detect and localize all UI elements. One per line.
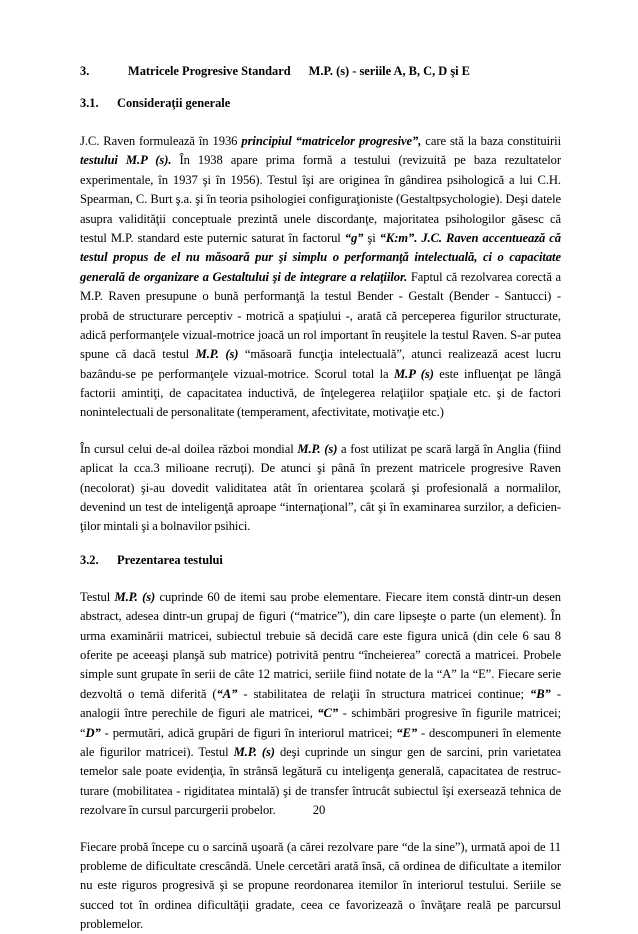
text-line: testului M.P (s). În 1938 apare prima formă a testului (revizuită pe baza rezultatelor bbox=[80, 151, 561, 170]
text-line: spune că dacă testul M.P. (s) “măsoară funcţia intelectuală”, atunci realizează acest lucru bbox=[80, 345, 561, 364]
chapter-heading bbox=[80, 62, 561, 82]
text-line: rezolvare în cursul parcurgerii probelor. bbox=[80, 801, 561, 820]
text-line: bazându-se pe performanţele vizual-motrice. Scorul total la M.P (s) este influenţat pe lângă bbox=[80, 365, 561, 384]
paragraph-1 bbox=[80, 132, 561, 423]
text-line: devenind un test de inteligenţă aproape “internaţional”, cât şi în examinarea surzilor, a deficien- bbox=[80, 498, 561, 517]
text-line: “D” - permutări, adică grupări de figuri în interiorul matricei; “E” - descompuneri în elemente bbox=[80, 724, 561, 743]
section-title: Prezentarea testului bbox=[117, 553, 223, 567]
paragraph-2 bbox=[80, 440, 561, 537]
text-line: succed tot în ordinea dificultăţii gradate, ceea ce favorizează o învăţare reală pe parcursul bbox=[80, 896, 561, 915]
paragraph-3 bbox=[80, 588, 561, 821]
text-line: simple sunt grupate în serii de câte 12 matrici, seriile fiind notate de la “A” la “E”. Fiecare serie bbox=[80, 665, 561, 684]
text-line: J.C. Raven formulează în 1936 principiul “matricelor progresive”, care stă la baza constituirii bbox=[80, 132, 561, 151]
text-line: ţilor mintali şi a bolnavilor psihici. bbox=[80, 517, 561, 536]
page-number: 20 bbox=[0, 803, 638, 818]
text-line: dezvoltă o temă diferită (“A” - stabilitatea de relaţii în structura matricei continue; “B” - bbox=[80, 685, 561, 704]
section-heading-3-2 bbox=[80, 551, 561, 571]
chapter-number: 3. bbox=[80, 62, 118, 81]
text-line: Testul M.P. (s) cuprinde 60 de itemi sau probe elementare. Fiecare item constă dintr-un desen bbox=[80, 588, 561, 607]
text-line: (necolorat) şi-au dovedit validitatea atât în orientarea şcolară şi profesională a normalilor, bbox=[80, 479, 561, 498]
text-line: testul M.P. standard este puternic saturat în factorul “g” şi “K:m”. J.C. Raven accentuează că bbox=[80, 229, 561, 248]
text-line: nonintelectuali de personalitate (temperament, afectivitate, motivaţie etc.) bbox=[80, 403, 561, 422]
text-line: experimentale, în 1937 şi în 1956). Testul îşi are originea în gândirea psihologică a lui C.H. bbox=[80, 171, 561, 190]
text-line: În cursul celui de-al doilea război mondial M.P. (s) a fost utilizat pe scară largă în Anglia (fiind bbox=[80, 440, 561, 459]
section-title: Consideraţii generale bbox=[117, 96, 230, 110]
chapter-subtitle: M.P. (s) - seriile A, B, C, D şi E bbox=[309, 62, 470, 81]
section-number: 3.1. bbox=[80, 94, 117, 113]
text-line: generală de organizare a Gestaltului şi de integrare a relaţiilor. Faptul că rezolvarea corectă a bbox=[80, 268, 561, 287]
text-line: temelor sale poate evidenţia, în strânsă legătură cu inteligenţa generală, capacitatea de restruc- bbox=[80, 762, 561, 781]
text-line: oferite pe aceeaşi planşă sub matrice) potrivită pentru “încheierea” corectă a matricei. Probele bbox=[80, 646, 561, 665]
text-line: adică performanţele vizual-motrice joacă un rol important în reuşitele la testul Raven. S-ar putea bbox=[80, 326, 561, 345]
text-line: factorii amintiţi, de capacitatea inductivă, de înţelegerea relaţiilor spaţiale etc. şi de factori bbox=[80, 384, 561, 403]
text-line: problemelor. bbox=[80, 915, 561, 934]
chapter-title: Matricele Progresive Standard bbox=[128, 62, 291, 81]
text-line: M.P. Raven presupune o bună performanţă la testul Bender - Gestalt (Bender - Santucci) - bbox=[80, 287, 561, 306]
text-line: asupra validităţii conceptuale prezintă unele discordanţe, majoritatea psihologilor găsesc că bbox=[80, 210, 561, 229]
text-line: probleme de dificultate crescândă. Unele cercetări arată însă, că ordinea de dificultate a itemilor bbox=[80, 857, 561, 876]
text-line: Fiecare probă începe cu o sarcină uşoară (a cărei rezolvare pare “de la sine”), urmată apoi de 11 bbox=[80, 838, 561, 857]
paragraph-4 bbox=[80, 838, 561, 934]
text-line: nu este riguros progresivă şi se propune reordonarea itemilor în interiorul testului. Seriile se bbox=[80, 876, 561, 895]
text-line: abstract, adesea dintr-un grupaj de figuri (“matrice”), din care lipseşte o parte (un element). În bbox=[80, 607, 561, 626]
text-line: probă de structurare perceptiv - motrică a spaţiului -, arată că perceperea figurilor structurate, bbox=[80, 307, 561, 326]
text-line: urma examinării matricei, subiectul trebuie să decidă care este figura unică (din cele 6 sau 8 bbox=[80, 627, 561, 646]
text-line: testul propus de el nu măsoară pur şi simplu o performanţă intelectuală, ci o capacitate bbox=[80, 248, 561, 267]
section-heading-3-1 bbox=[80, 94, 561, 114]
text-line: aplicat la cca.3 milioane recruţi). De atunci şi până în prezent matricele progresive Raven bbox=[80, 459, 561, 478]
text-line: turare (mobilitatea - rigiditatea mintală) şi de transfer întrucât subiectul îşi exersează tehnica de bbox=[80, 782, 561, 801]
text-line: Spearman, C. Burt ş.a. şi în teoria psihologiei configuraţioniste (Gestaltpsychologie). Deşi datele bbox=[80, 190, 561, 209]
section-number: 3.2. bbox=[80, 551, 117, 570]
text-line: ale figurilor matricei). Testul M.P. (s) deşi cuprinde un singur gen de sarcini, prin varietatea bbox=[80, 743, 561, 762]
text-line: analogii între perechile de figuri ale matricei, “C” - schimbări progresive în figurile matricei; bbox=[80, 704, 561, 723]
